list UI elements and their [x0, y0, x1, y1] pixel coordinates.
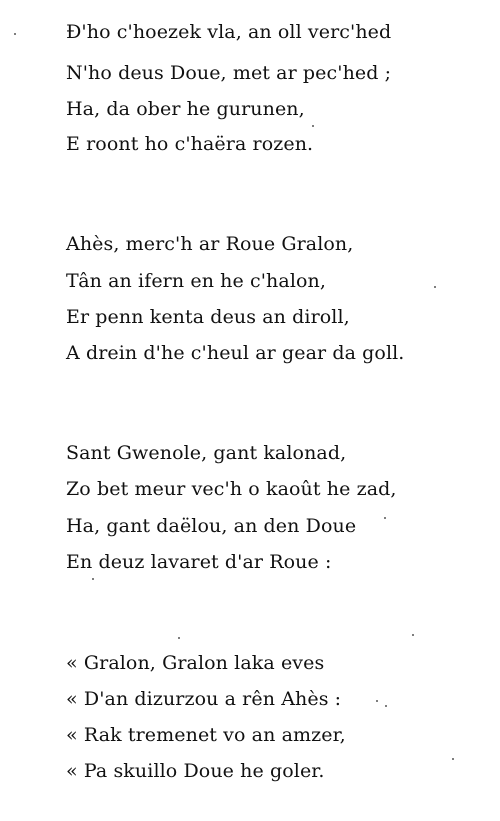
verse-line: Zo bet meur vec'h o kaoût he zad, [66, 478, 397, 500]
scan-speck [434, 286, 436, 288]
scan-speck [312, 125, 314, 127]
scan-speck [384, 517, 386, 519]
verse-line: « Pa skuillo Doue he goler. [66, 760, 325, 782]
scan-speck [92, 578, 94, 580]
scan-speck [376, 700, 378, 702]
verse-line: Ha, da ober he gurunen, [66, 98, 305, 120]
scan-speck [14, 33, 16, 35]
verse-line: Sant Gwenole, gant kalonad, [66, 442, 347, 464]
verse-line: « D'an dizurzou a rên Ahès : [66, 688, 342, 710]
scan-speck [412, 634, 414, 636]
verse-line: E roont ho c'haëra rozen. [66, 133, 314, 155]
verse-line: Tân an ifern en he c'halon, [66, 270, 327, 292]
verse-line: En deuz lavaret d'ar Roue : [66, 551, 332, 573]
verse-line: « Gralon, Gralon laka eves [66, 652, 325, 674]
verse-line: « Rak tremenet vo an amzer, [66, 724, 346, 746]
scan-speck [452, 758, 454, 760]
verse-line: Ð'ho c'hoezek vla, an oll verc'hed [66, 21, 392, 43]
verse-line: N'ho deus Doue, met ar pec'hed ; [66, 62, 392, 84]
verse-line: Ha, gant daëlou, an den Doue [66, 515, 357, 537]
verse-line: Er penn kenta deus an diroll, [66, 306, 350, 328]
verse-line: Ahès, merc'h ar Roue Gralon, [66, 233, 354, 255]
verse-line: A drein d'he c'heul ar gear da goll. [66, 342, 405, 364]
scan-speck [385, 705, 387, 707]
scan-speck [178, 637, 180, 639]
